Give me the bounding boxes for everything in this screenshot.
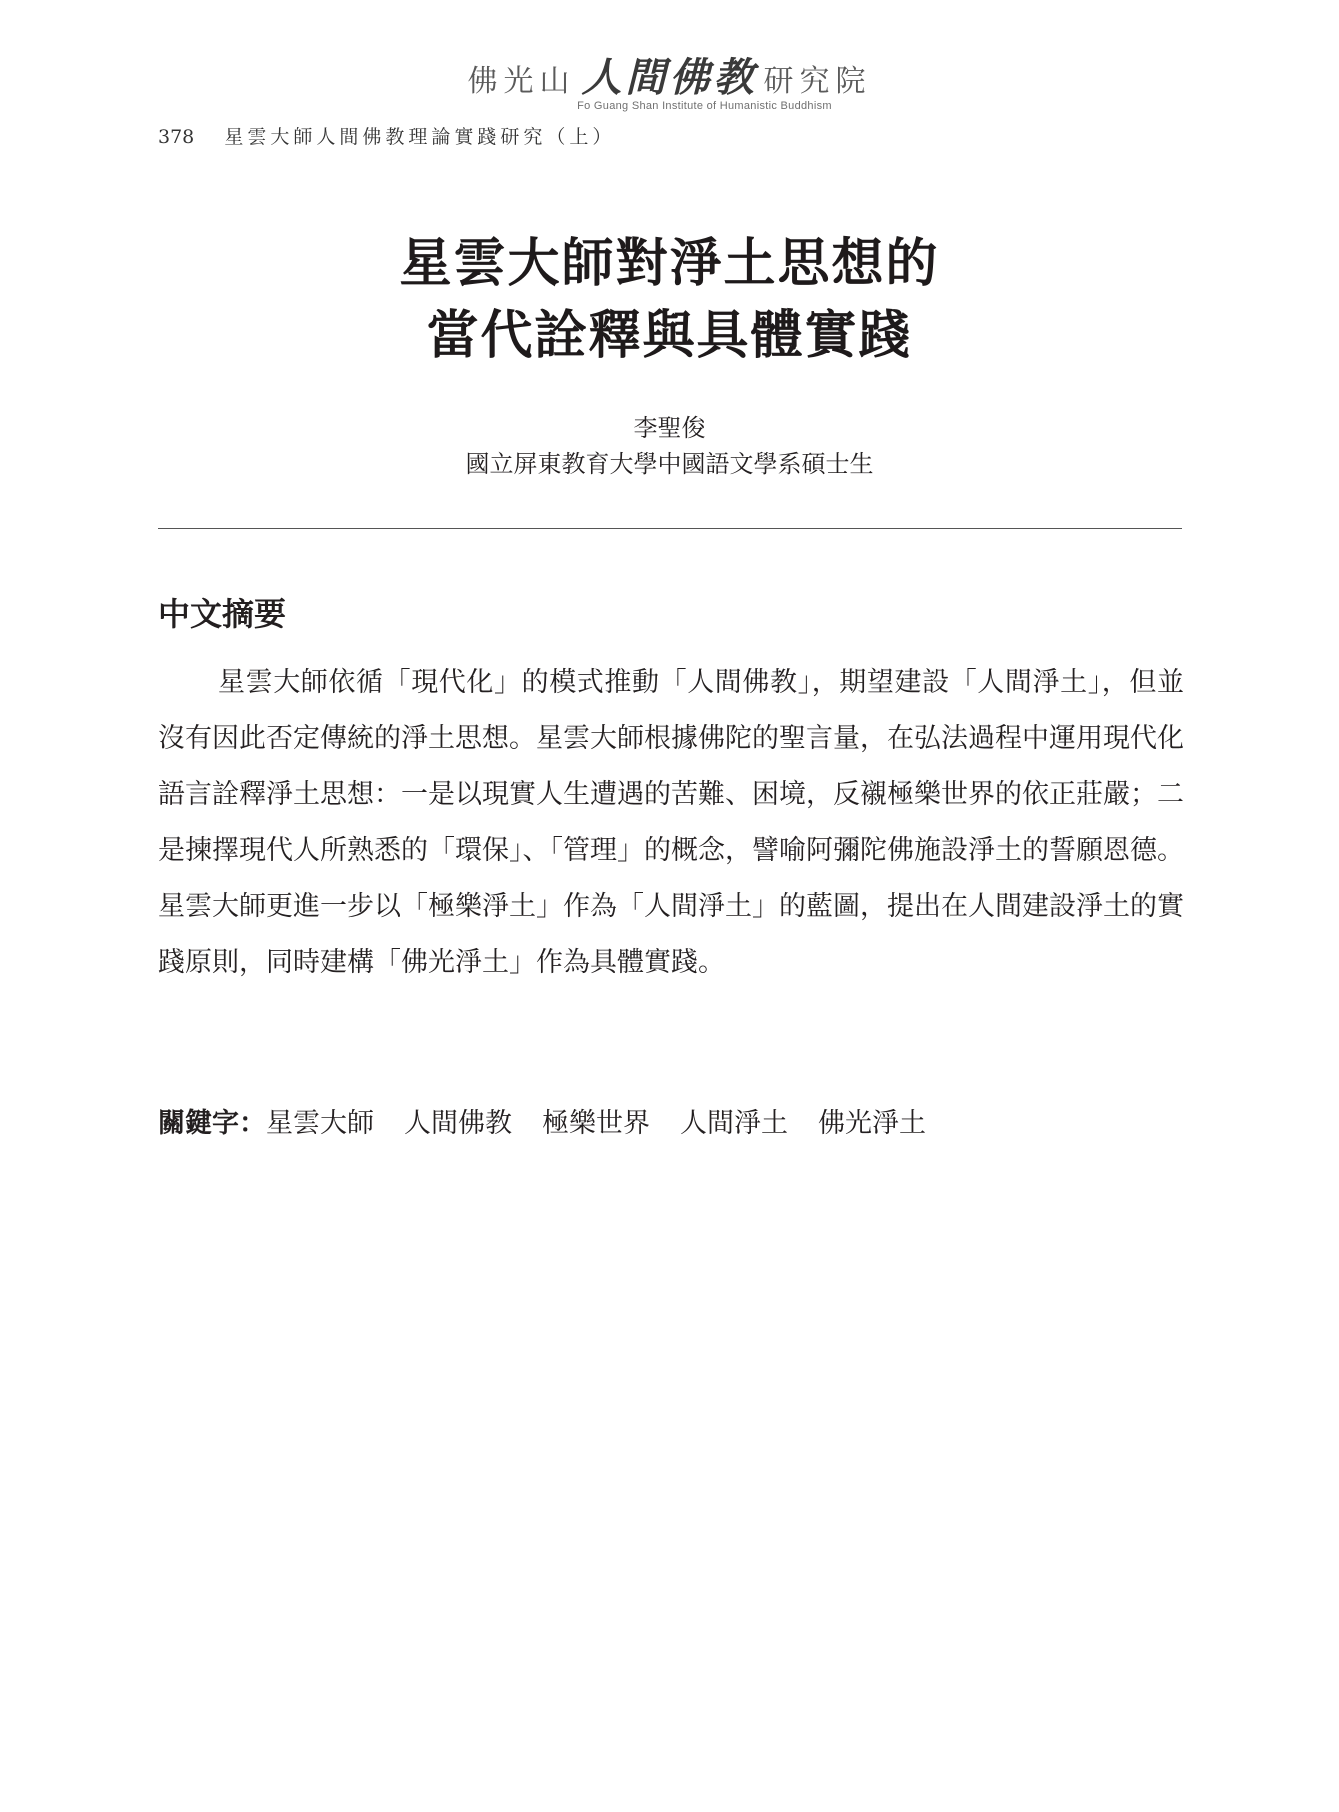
title-line-1: 星雲大師對淨土思想的 [399, 234, 940, 294]
running-header [158, 122, 615, 149]
keyword-item: 人間佛教 [404, 1108, 512, 1139]
divider-rule [158, 528, 1182, 529]
article-title [0, 228, 1339, 372]
watermark-left-text: 佛光山 [467, 64, 576, 99]
keyword-item: 人間淨土 [680, 1108, 788, 1139]
title-line-2: 當代詮釋與具體實踐 [426, 306, 913, 366]
page-number: 378 [158, 126, 195, 148]
keyword-item: 極樂世界 [542, 1108, 650, 1139]
keyword-item: 佛光淨土 [818, 1108, 926, 1139]
keyword-item: 星雲大師 [266, 1108, 374, 1139]
keywords-label: 關鍵字： [158, 1108, 266, 1139]
watermark-logo-text: 人間佛教 [581, 54, 758, 101]
watermark-right-text: 研究院 [763, 64, 872, 99]
book-title: 星雲大師人間佛教理論實踐研究（上） [224, 126, 616, 148]
author-affiliation: 國立屏東教育大學中國語文學系碩士生 [465, 450, 874, 478]
watermark-chinese [0, 54, 1339, 102]
abstract-body: 星雲大師依循「現代化」的模式推動「人間佛教」，期望建設「人間淨土」，但並沒有因此否定傳統的淨土思想。星雲大師根據佛陀的聖言量，在弘法過程中運用現代化語言詮釋淨土思想：一是以現實人生遭遇的苦難、困境，反襯極樂世界的依正莊嚴；二是揀擇現代人所熟悉的「環保」、「管理」的概念，譬喻阿彌陀佛施設淨土的誓願恩德。星雲大師更進一步以「極樂淨土」作為「人間淨土」的藍圖，提出在人間建設淨土的實踐原則，同時建構「佛光淨土」作為具體實踐。 [158, 667, 1184, 978]
abstract-heading: 中文摘要 [158, 595, 287, 633]
keywords-line [158, 1102, 956, 1146]
author-name: 李聖俊 [633, 414, 706, 442]
watermark-english: Fo Guang Shan Institute of Humanistic Buddhism [577, 100, 832, 112]
institute-watermark [0, 54, 1339, 112]
